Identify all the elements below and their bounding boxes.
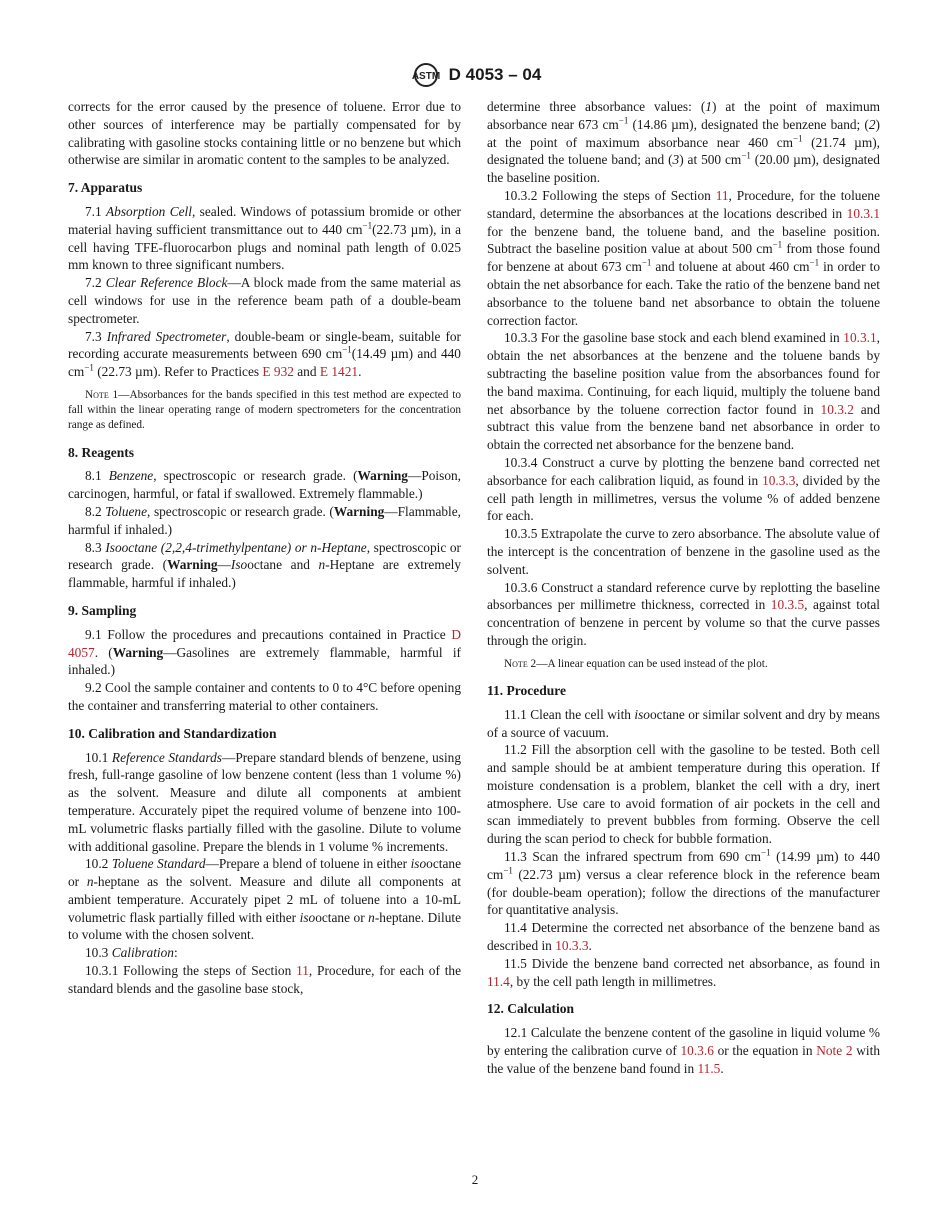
paragraph: [487, 98, 880, 187]
page-number: 2: [471, 1172, 479, 1187]
text: —Prepare standard blends of benzene, using fresh, full-range gasoline of low benzene content (less than 1 volume %) as the solvent. Measure and dilute all components at ambient temperature. Accurately pipet the required volume of benzene into 100-mL volumetric flasks partially filled with the gasoline. Dilute to volume with additional gasoline. Prepare the blends in 1 volume % increments.: [68, 749, 462, 854]
cross-reference-link[interactable]: 11: [715, 187, 729, 203]
superscript: −1: [618, 115, 629, 126]
paragraph: [68, 855, 461, 944]
bold-text: Warning: [167, 557, 218, 573]
italic-text: n: [318, 557, 326, 573]
superscript: −1: [342, 344, 352, 355]
svg-text:ASTM: ASTM: [411, 71, 440, 82]
section-heading: [68, 444, 461, 462]
superscript: −1: [761, 847, 771, 858]
superscript: −1: [809, 257, 820, 268]
text: (14.49 µm) and 440 cm: [68, 346, 461, 380]
italic-text: 1: [705, 99, 712, 114]
text: octane and: [247, 557, 319, 573]
bold-text: Warning: [112, 644, 164, 660]
superscript: −1: [793, 133, 803, 144]
italic-text: Clear Reference Block: [105, 275, 228, 291]
text: 10.3.2 Following the steps of Section: [504, 187, 716, 203]
left-column: [68, 98, 461, 998]
paragraph: [68, 962, 461, 998]
italic-text: Toluene: [105, 503, 148, 519]
superscript: −1: [741, 150, 751, 161]
text: (14.99 µm) to 440 cm: [487, 849, 881, 882]
text: (22.73 µm), in a cell having TFE-fluorocarbon plugs and nominal path length of 0.025 mm known to three significant numbers.: [68, 221, 461, 273]
text: 10.3: [85, 945, 112, 961]
text: 12.1 Calculate the benzene content of the gasoline in liquid volume % by entering the calibration curve of: [487, 1025, 880, 1059]
document-id: D 4053 – 04: [448, 65, 542, 84]
cross-reference-link[interactable]: 11.4: [487, 973, 510, 989]
text: 7. Apparatus: [68, 180, 143, 196]
text: , by the cell path length in millimetres.: [509, 973, 717, 989]
text: 7.2: [85, 275, 106, 291]
text: 10.3.5 Extrapolate the curve to zero absorbance. The absolute value of the intercept is the concentration of benzene in the gasoline used as the solvent.: [487, 526, 880, 577]
text: 11.1 Clean the cell with: [504, 706, 635, 722]
note-label: Note: [85, 388, 109, 401]
cross-reference-link[interactable]: 10.3.5: [770, 597, 805, 613]
text: ) at 500 cm: [679, 152, 742, 168]
paragraph: [68, 328, 461, 381]
superscript: −1: [641, 257, 652, 268]
paragraph: [68, 944, 461, 962]
text: 11.3 Scan the infrared spectrum from 690 cm: [504, 849, 762, 865]
text: —A block made from the same material as cell windows for use in the reference beam path of a double-beam spectrometer.: [68, 275, 462, 326]
text: , spectroscopic or research grade. (: [153, 468, 358, 484]
text: (22.73 µm). Refer to Practices: [93, 364, 263, 380]
paragraph: [68, 98, 461, 169]
text: , divided by the cell path length in millimetres, versus the volume % of added benzene for each.: [487, 472, 881, 524]
paragraph: [68, 626, 461, 679]
text: from those found for benzene at about 673 cm: [487, 241, 880, 275]
astm-logo-icon: [409, 62, 443, 88]
section-heading: [68, 602, 461, 620]
text: —Prepare a blend of toluene in either: [205, 856, 411, 872]
section-heading: [68, 725, 461, 743]
text: , spectroscopic or research grade. (: [147, 503, 334, 519]
italic-text: 2: [868, 116, 876, 132]
text: .: [358, 364, 362, 380]
paragraph: [487, 525, 880, 578]
italic-text: 3: [672, 152, 680, 168]
text: 8.3: [85, 539, 106, 555]
text: and subtract this value from the benzene band net absorbance in order to obtain the corrected net absorbance for the benzene band.: [487, 401, 880, 453]
text: -Heptane are extremely flammable, harmful if inhaled.): [68, 557, 462, 591]
text: ) at the point of maximum absorbance near 460 cm: [487, 116, 880, 150]
text: determine three absorbance values: (: [487, 99, 706, 114]
paragraph: [487, 1024, 880, 1077]
text: (22.73 µm) versus a clear reference block in the reference beam (for double-beam operation); follow the directions of the manufacturer for quantitative analysis.: [487, 866, 880, 918]
text: with the value of the benzene band found in: [487, 1043, 881, 1076]
text: and toluene at about 460 cm: [651, 259, 810, 275]
cross-reference-link[interactable]: 10.3.3: [762, 472, 796, 488]
paragraph: [68, 503, 461, 539]
text: , sealed. Windows of potassium bromide or other material having sufficient transmittance out to 440 cm: [68, 203, 462, 237]
paragraph: [68, 539, 461, 592]
text: for the benzene band, the toluene band, and the baseline position. Subtract the baseline position value at about 500 cm: [487, 223, 880, 257]
paragraph: [487, 848, 880, 919]
paragraph: [487, 329, 880, 454]
italic-text: Isooctane (2,2,4-trimethylpentane) or n-Heptane: [105, 539, 367, 555]
cross-reference-link[interactable]: 10.3.1: [846, 205, 880, 221]
cross-reference-link[interactable]: Note 2: [816, 1043, 853, 1059]
paragraph: [487, 579, 880, 650]
paragraph: [487, 706, 880, 742]
italic-text: Calibration: [111, 945, 174, 961]
superscript: −1: [772, 239, 783, 250]
text: 9.2 Cool the sample container and contents to 0 to 4°C before opening the container and transferring material to other containers.: [68, 680, 461, 713]
paragraph: [487, 187, 880, 329]
section-heading: [487, 1000, 880, 1018]
text: , spectroscopic or research grade. (: [68, 539, 462, 573]
italic-text: Benzene: [108, 468, 154, 484]
italic-text: iso: [410, 856, 427, 872]
paragraph: [487, 919, 880, 955]
superscript: −1: [362, 220, 373, 231]
text: 8.1: [85, 468, 109, 484]
text: —Gasolines are extremely flammable, harmful if inhaled.): [68, 644, 461, 678]
text: 9. Sampling: [68, 602, 137, 618]
cross-reference-link[interactable]: E 932: [262, 364, 294, 380]
note-label: Note: [504, 657, 528, 670]
text: 9.1 Follow the procedures and precautions contained in Practice: [85, 626, 452, 642]
right-column: [487, 98, 880, 1078]
cross-reference-link[interactable]: E 1421: [319, 364, 359, 380]
cross-reference-link[interactable]: 11: [296, 963, 309, 979]
note-paragraph: [487, 657, 880, 672]
text: -heptane as the solvent. Measure and dilute all components at ambient temperature. Accurately pipet 2 mL of toluene into a 10-mL volumetric flask partially filled with either: [68, 874, 461, 925]
cross-reference-link[interactable]: 10.3.1: [843, 330, 877, 346]
italic-text: iso: [299, 909, 316, 925]
text: , Procedure, for each of the standard blends and the gasoline base stock,: [68, 963, 462, 996]
text: :: [173, 945, 178, 961]
cross-reference-link[interactable]: 10.3.6: [680, 1043, 714, 1059]
text: 1—Absorbances for the bands specified in this test method are expected to fall within the linear operating range of modern spectrometers for the concentration range as defined.: [68, 388, 461, 432]
section-heading: [487, 682, 880, 700]
italic-text: Toluene Standard: [111, 856, 206, 872]
paragraph: [487, 454, 880, 525]
cross-reference-link[interactable]: D 4057: [68, 626, 461, 660]
text: 11.2 Fill the absorption cell with the gasoline to be tested. Both cell and sample should be at ambient temperature during this operation. If moisture condensation is a problem, blanket the cell with a dry, inert atmosphere. Use care to avoid formation of air pockets in the cell and scan immediately to prevent bubbles from forming. Observe the cell during the scan period to check for bubble formation.: [487, 742, 880, 847]
paragraph: [68, 467, 461, 503]
superscript: −1: [84, 362, 94, 373]
text: —Poison, carcinogen, harmful, or fatal if swallowed. Extremely flammable.): [68, 468, 462, 502]
text: octane or: [68, 856, 461, 890]
text: . (: [94, 644, 113, 660]
text: and: [293, 364, 320, 380]
paragraph: [487, 955, 880, 991]
text: or the equation in: [713, 1043, 817, 1059]
text: 10.1: [85, 749, 112, 765]
text: 10.2: [85, 856, 112, 872]
text: —Flammable, harmful if inhaled.): [68, 503, 462, 537]
text: in order to obtain the net absorbance for each. Take the ratio of the benzene band net absorbance to the toluene band net absorbance to obtain the toluene correction factor.: [487, 259, 881, 328]
italic-text: n: [86, 874, 94, 890]
text: 10.3.4 Construct a curve by plotting the benzene band corrected net absorbance for each calibration liquid, as found in: [487, 454, 880, 488]
paragraph: [487, 741, 880, 848]
text: (21.74 µm), designated the toluene band; and (: [487, 134, 880, 168]
paragraph: [68, 749, 461, 856]
italic-text: Absorption Cell: [106, 203, 192, 219]
text: -heptane. Dilute to volume with the chosen solvent.: [68, 909, 461, 943]
text: 8. Reagents: [68, 444, 134, 460]
note-paragraph: [68, 388, 461, 434]
italic-text: Iso: [230, 557, 248, 573]
text: 8.2: [85, 503, 106, 519]
text: 11.5 Divide the benzene band corrected net absorbance, as found in: [504, 955, 880, 971]
italic-text: Reference Standards: [111, 749, 222, 765]
text: octane or: [315, 909, 369, 925]
text: 11.4 Determine the corrected net absorbance of the benzene band as described in: [487, 920, 880, 954]
paragraph: [68, 203, 461, 274]
text: 7.1: [85, 203, 107, 219]
paragraph: [68, 274, 461, 327]
text: 11. Procedure: [487, 682, 566, 698]
text: (20.00 µm), designated the baseline position.: [487, 152, 880, 186]
text: corrects for the error caused by the presence of toluene. Error due to other sources of interference may be partially compensated for by calibrating with gasoline stocks containing little or no benzene but which otherwise are similar in aromatic content to the samples to be analyzed.: [68, 99, 461, 168]
text: , obtain the net absorbances at the benzene and the toluene bands by subtracting the baseline position value from the absorbances found for the band maxima. Continuing, for each liquid, multiply the toluene band net absorbance by the toluene correction factor found in: [487, 330, 880, 417]
text: 12. Calculation: [487, 1001, 575, 1017]
section-heading: [68, 179, 461, 197]
text: octane or similar solvent and dry by means of a source of vacuum.: [487, 706, 880, 740]
text: (14.86 µm), designated the benzene band; (: [628, 116, 869, 132]
paragraph: [68, 679, 461, 715]
text: —: [217, 557, 231, 573]
cross-reference-link[interactable]: 10.3.3: [555, 938, 589, 954]
text: , against total concentration of benzene in percent by volume so that the curve passes through the origin.: [487, 597, 880, 648]
cross-reference-link[interactable]: 10.3.2: [820, 401, 854, 417]
superscript: −1: [503, 865, 513, 876]
italic-text: iso: [634, 706, 650, 722]
text: 10.3.3 For the gasoline base stock and each blend examined in: [504, 330, 844, 346]
text: 10.3.1 Following the steps of Section: [85, 963, 297, 979]
bold-text: Warning: [357, 468, 408, 484]
text: ) at the point of maximum absorbance near 673 cm: [487, 99, 880, 132]
text: 10.3.6 Construct a standard reference curve by replotting the baseline absorbances per millimetre thickness, corrected in: [487, 579, 880, 613]
text: 2—A linear equation can be used instead of the plot.: [527, 657, 768, 670]
italic-text: Infrared Spectrometer: [106, 328, 227, 344]
text: 7.3: [85, 328, 107, 344]
text: , Procedure, for the toluene standard, determine the absorbances at the locations described in: [487, 187, 880, 221]
cross-reference-link[interactable]: 11.5: [697, 1060, 721, 1076]
page-header: [0, 62, 950, 88]
italic-text: n: [368, 909, 375, 925]
text: 10. Calibration and Standardization: [68, 725, 277, 741]
text: , double-beam or single-beam, suitable for recording accurate measurements between 690 cm: [68, 328, 462, 362]
text: .: [588, 938, 592, 954]
text: .: [720, 1060, 724, 1076]
bold-text: Warning: [333, 503, 385, 519]
